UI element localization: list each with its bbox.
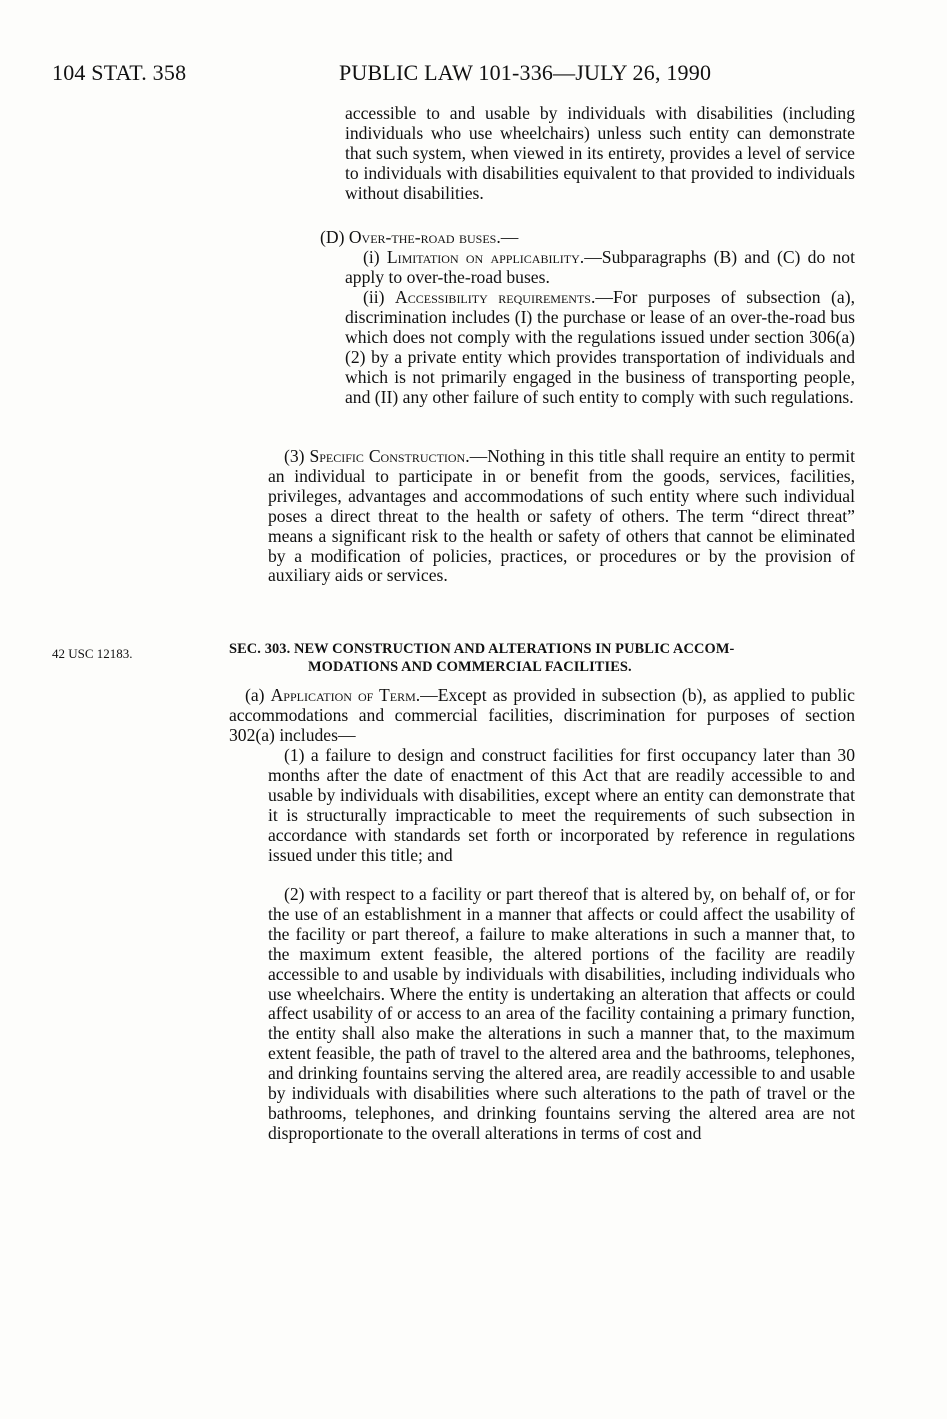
subsection-a-text: —Except as provided in subsection (b), as applied to public accommodations and commercial facilities, discrimination for purposes of section 302(a) includes— — [229, 685, 855, 745]
subparagraph-d-heading — [320, 228, 855, 248]
subparagraph-d-title: Over-the-road buses. — [348, 227, 501, 247]
item-2-text: (2) with respect to a facility or part thereof that is altered by, on behalf of, or for the use of an establishment in a manner that affects or could affect the usability of the facility or part thereof, a failure to make alterations in such a manner that, to the maximum extent feasible, the altered portions of the facility are readily accessible to and usable by individuals with disabilities, including individuals who use wheelchairs. Where the entity is undertaking an alteration that affects or could affect usability of or access to an area of the facility containing a primary function, the entity shall also make the alterations in such a manner that, to the maximum extent feasible, the path of travel to the altered area and the bathrooms, telephones, and drinking fountains serving the altered area, are readily accessible to and usable by individuals with disabilities where such alterations to the path of travel or the bathrooms, telephones, and drinking fountains serving the altered area are not disproportionate to the overall alterations in terms of cost and — [268, 884, 855, 1143]
subparagraph-d-number: (D) — [320, 227, 349, 247]
marginal-usc-citation: 42 USC 12183. — [52, 646, 133, 661]
subsection-a-number: (a) — [245, 685, 271, 705]
section-303-heading — [229, 640, 855, 676]
subsection-a-paragraph — [229, 686, 855, 746]
section-heading-line-2: MODATIONS AND COMMERCIAL FACILITIES. — [308, 659, 632, 675]
subsection-a-heading: Application of Term. — [270, 685, 421, 705]
paragraph-3-number: (3) — [284, 446, 310, 466]
paragraph-3 — [268, 447, 855, 586]
page-stat-citation: 104 STAT. 358 — [52, 60, 187, 85]
item-1-text: (1) a failure to design and construct facilities for first occupancy later than 30 months after the date of enactment of this Act that are readily accessible to and usable by individuals with disabilities, except where an entity can demonstrate that it is structurally impracticable to meet the requirements of such subsection in accordance with standards set forth or incorporated by reference in regulations issued under this title; and — [268, 745, 855, 865]
clause-i-number: (i) — [363, 247, 387, 267]
item-2-paragraph — [268, 885, 855, 1144]
section-heading-line-1: SEC. 303. NEW CONSTRUCTION AND ALTERATIONS IN PUBLIC ACCOM- — [229, 641, 735, 657]
clause-i-heading: Limitation on applicability. — [386, 247, 585, 267]
clause-i-paragraph — [345, 248, 855, 288]
subparagraph-d-dash: — — [500, 227, 519, 247]
clause-ii-paragraph — [345, 288, 855, 407]
clause-i-text: —Subparagraphs (B) and (C) do not apply to over-the-road buses. — [345, 247, 855, 287]
clause-ii-number: (ii) — [363, 287, 396, 307]
item-1-paragraph — [268, 746, 855, 865]
clause-ii-heading: Accessibility requirements. — [395, 287, 596, 307]
page-running-title: PUBLIC LAW 101-336—JULY 26, 1990 — [339, 60, 712, 85]
paragraph-3-text: —Nothing in this title shall require an entity to permit an individual to participate in or benefit from the goods, services, facilities, privileges, advantages and accommodations of such entity where such individual poses a direct threat to the health or safety of others. The term “direct threat” means a significant risk to the health or safety of others that cannot be eliminated by a modification of policies, practices, or procedures or by the provision of auxiliary aids or services. — [268, 446, 855, 586]
clause-ii-text: —For purposes of subsection (a), discrimination includes (I) the purchase or lease of an over-the-road bus which does not comply with the regulations issued under section 306(a)(2) by a private entity which provides transportation of individuals and which is not primarily engaged in the business of transporting people, and (II) any other failure of such entity to comply with such regulations. — [345, 287, 855, 407]
paragraph-3-heading: Specific Construction. — [309, 446, 470, 466]
continuation-paragraph: accessible to and usable by individuals with disabilities (including individuals who use wheelchairs) unless such entity can demonstrate that such system, when viewed in its entirety, provides a level of service to individuals with disabilities equivalent to that provided to individuals without disabilities. — [345, 103, 855, 203]
